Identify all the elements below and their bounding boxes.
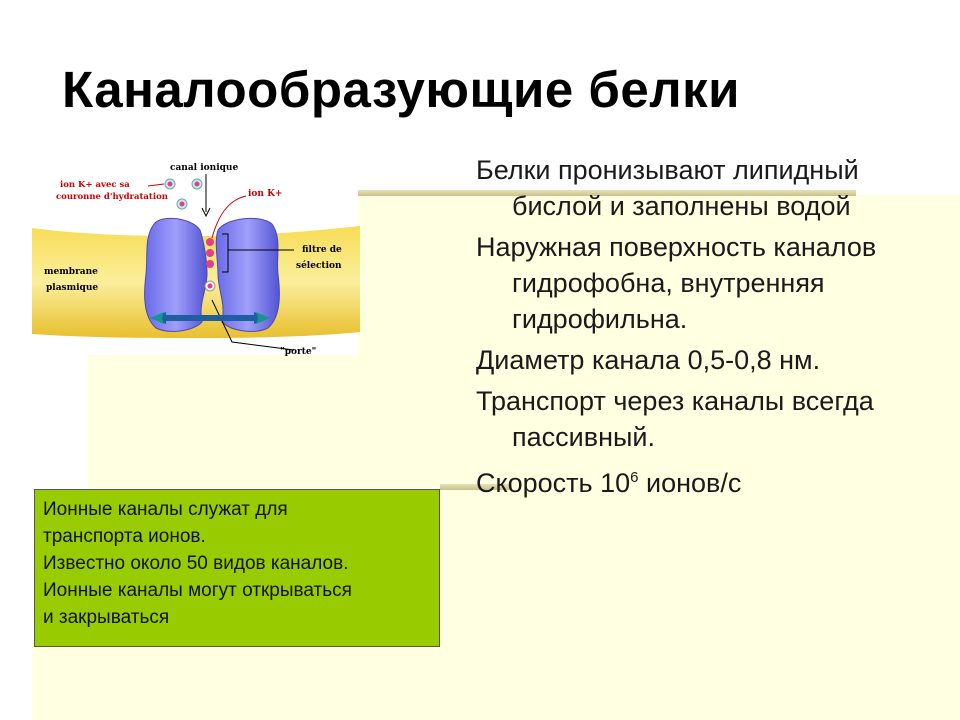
hydrated-ions (165, 179, 202, 209)
bullet-item: Транспорт через каналы всегда пассивный. (476, 386, 874, 452)
label-filtre-2: sélection (296, 261, 342, 271)
note-line: и закрываться (43, 607, 170, 628)
label-porte: "porte" (280, 347, 317, 357)
label-canal-ionique: canal ionique (170, 163, 239, 173)
note-line: Ионные каналы могут открываться (43, 580, 352, 601)
label-ion-k: ion K+ (248, 189, 283, 199)
speed-prefix: Скорость 10 (476, 468, 631, 498)
bullet-item: Диаметр канала 0,5-0,8 нм. (476, 345, 821, 375)
ion-channel-diagram (32, 150, 360, 360)
bullet-item-speed (476, 460, 946, 501)
background-panel-edge (32, 640, 88, 720)
ion-channels-note-box (34, 489, 440, 647)
note-line: транспорта ионов. (43, 526, 206, 547)
bullet-item: Наружная поверхность каналов гидрофобна, внутренняя гидрофильна. (476, 232, 877, 334)
bullet-item: Белки пронизывают липидный бислой и заполнены водой (476, 155, 859, 221)
speed-exponent: 6 (630, 469, 639, 486)
label-membrane-1: membrane (44, 267, 98, 277)
label-membrane-2: plasmique (46, 283, 99, 293)
bullet-list (476, 152, 946, 506)
note-line: Ионные каналы служат для (43, 499, 288, 520)
note-line: Известно около 50 видов каналов. (43, 553, 349, 574)
label-filtre-1: filtre de (302, 245, 342, 255)
label-ion-hydration-1: ion K+ avec sa (60, 180, 130, 190)
speed-suffix: ионов/с (638, 468, 742, 498)
label-ion-hydration-2: couronne d'hydratation (56, 192, 168, 202)
slide-title: Каналообразующие белки (62, 61, 741, 118)
